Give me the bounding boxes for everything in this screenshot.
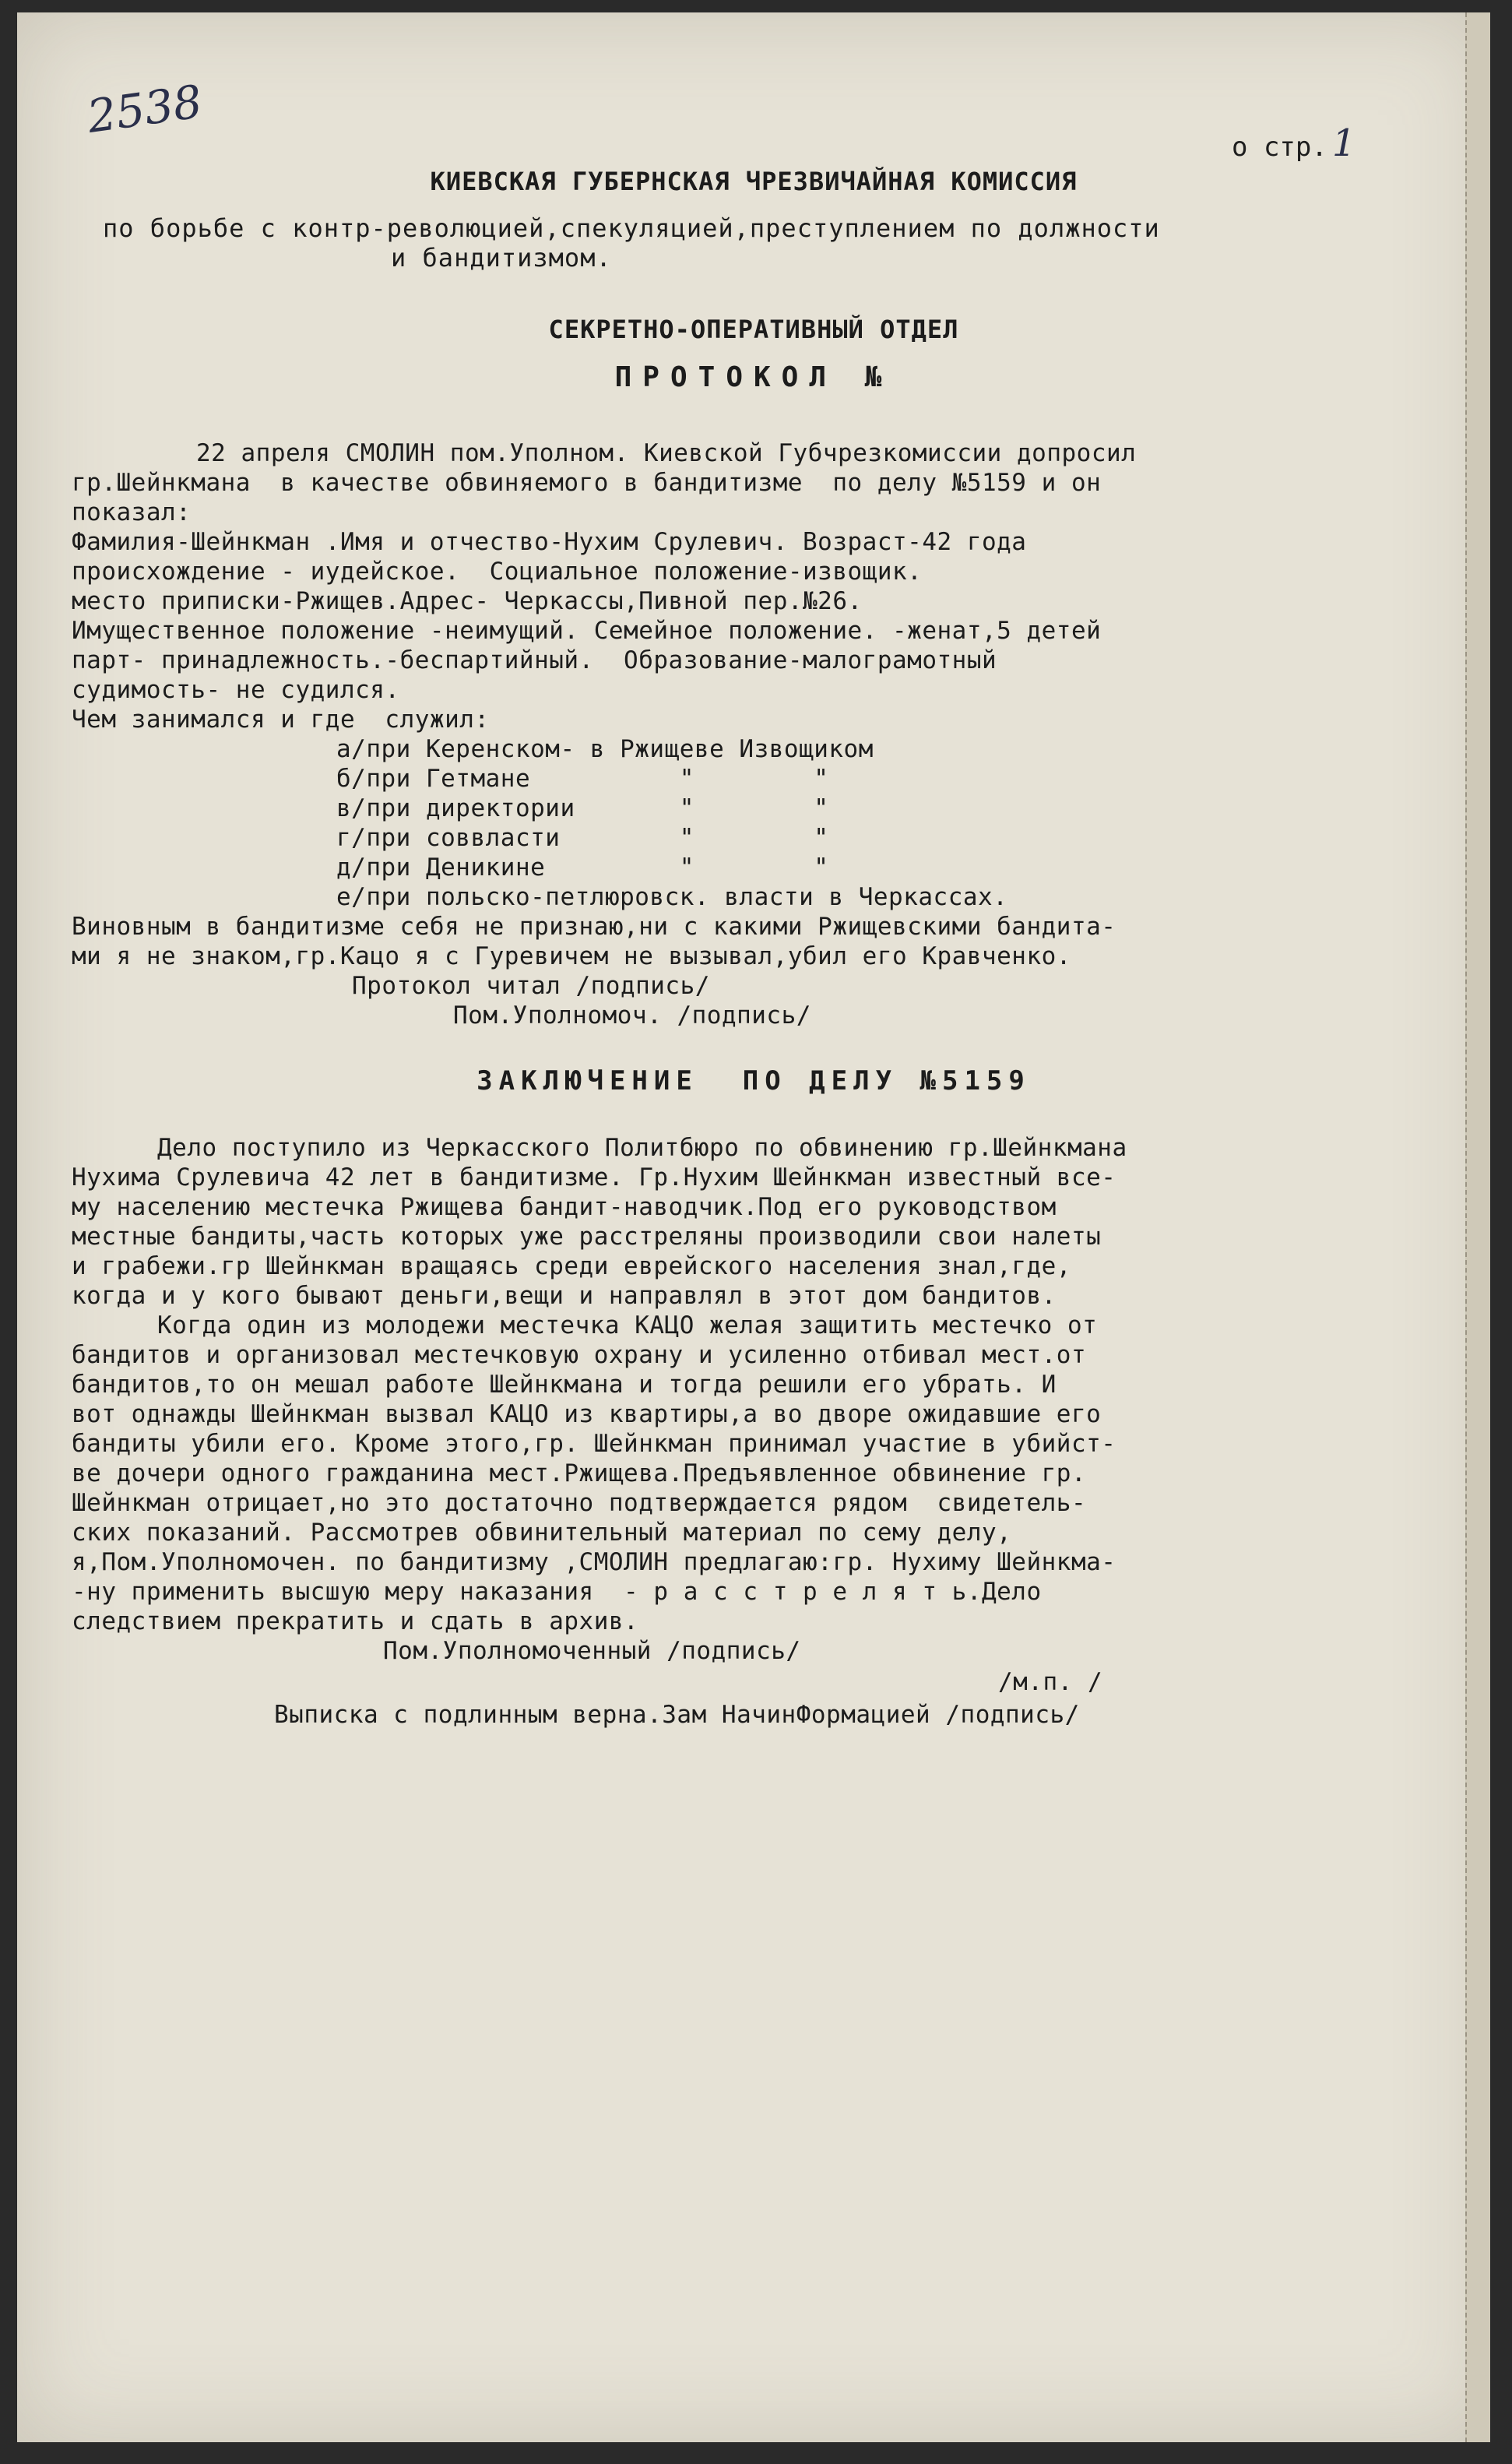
seal-mark: /м.п. / [998, 1668, 1103, 1696]
header-subtitle-1: по борьбе с контр-революцией,спекуляцией,преступлением по должности [103, 213, 1160, 243]
department-title: СЕКРЕТНО-ОПЕРАТИВНЫЙ ОТДЕЛ [548, 315, 959, 344]
document-sheet [17, 12, 1490, 2442]
conclusion-line: Дело поступило из Черкасского Политбюро по обвинению гр.Шейнкмана [157, 1134, 1127, 1162]
service-item: г/при соввласти " " [336, 824, 829, 852]
header-subtitle-2: и бандитизмом. [391, 243, 612, 273]
conclusion-line: Нухима Срулевича 42 лет в бандитизме. Гр.Нухим Шейнкман известный все- [72, 1163, 1116, 1192]
conclusion-line: когда и у кого бывают деньги,вещи и направлял в этот дом бандитов. [72, 1282, 1057, 1310]
binding-strip [1465, 12, 1490, 2442]
testimony-line: Виновным в бандитизме себя не признаю,ни с какими Ржищевскими бандита- [72, 913, 1116, 941]
conclusion-line: я,Пом.Уполномочен. по бандитизму ,СМОЛИН предлагаю:гр. Нухиму Шейнкма- [72, 1548, 1116, 1576]
protocol-line: судимость- не судился. [72, 676, 400, 704]
conclusion-line: бандитов,то он мешал работе Шейнкмана и тогда решили его убрать. И [72, 1371, 1057, 1399]
conclusion-line: му населению местечка Ржищева бандит-наводчик.Под его руководством [72, 1193, 1057, 1221]
testimony-line: ми я не знаком,гр.Кацо я с Гуревичем не вызывал,убил его Кравченко. [72, 942, 1071, 970]
protocol-signoff-read: Протокол читал /подпись/ [352, 972, 710, 1000]
handwritten-page-number: 1 [1331, 121, 1356, 165]
protocol-line: Чем занимался и где служил: [72, 706, 490, 734]
service-item: б/при Гетмане " " [336, 765, 829, 793]
conclusion-line: следствием прекратить и сдать в архив. [72, 1607, 639, 1635]
protocol-line: место приписки-Ржищев.Адрес- Черкассы,Пивной пер.№26. [72, 587, 863, 615]
service-item: а/при Керенском- в Ржищеве Извощиком [336, 735, 874, 763]
conclusion-line: бандиты убили его. Кроме этого,гр. Шейнкман принимал участие в убийст- [72, 1430, 1116, 1458]
protocol-line: 22 апреля СМОЛИН пом.Уполном. Киевской Губчрезкомиссии допросил [196, 439, 1137, 467]
protocol-line: гр.Шейнкмана в качестве обвиняемого в бандитизме по делу №5159 и он [72, 469, 1102, 497]
protocol-line: Фамилия-Шейнкман .Имя и отчество-Нухим Срулевич. Возраст-42 года [72, 528, 1027, 556]
conclusion-line: Когда один из молодежи местечка КАЦО желая защитить местечко от [157, 1311, 1098, 1339]
certification-line: Выписка с подлинным верна.Зам НачинФормацией /подпись/ [274, 1701, 1080, 1729]
conclusion-line: -ну применить высшую меру наказания - р а с с т р е л я т ь.Дело [72, 1578, 1042, 1606]
protocol-signoff-officer: Пом.Уполномоч. /подпись/ [453, 1001, 811, 1030]
protocol-title: ПРОТОКОЛ № [614, 361, 893, 393]
conclusion-line: бандитов и организовал местечковую охрану и усиленно отбивал мест.от [72, 1341, 1087, 1369]
conclusion-line: местные бандиты,часть которых уже расстреляны производили свои налеты [72, 1223, 1102, 1251]
page-number [1232, 121, 1356, 165]
protocol-line: происхождение - иудейское. Социальное положение-извощик. [72, 558, 923, 586]
page-label: о стр. [1232, 132, 1327, 163]
service-item: в/при директории " " [336, 794, 829, 822]
handwritten-archive-number: 2538 [83, 75, 206, 143]
header-title: КИЕВСКАЯ ГУБЕРНСКАЯ ЧРЕЗВИЧАЙНАЯ КОМИССИЯ [430, 167, 1078, 196]
protocol-line: парт- принадлежность.-беспартийный. Образование-малограмотный [72, 646, 997, 674]
conclusion-title: ЗАКЛЮЧЕНИЕ ПО ДЕЛУ №5159 [476, 1065, 1031, 1096]
service-item: е/при польско-петлюровск. власти в Черкассах. [336, 883, 1008, 911]
service-item: д/при Деникине " " [336, 854, 829, 882]
conclusion-line: ских показаний. Рассмотрев обвинительный материал по сему делу, [72, 1519, 1012, 1547]
conclusion-line: Шейнкман отрицает,но это достаточно подтверждается рядом свидетель- [72, 1489, 1087, 1517]
conclusion-signoff: Пом.Уполномоченный /подпись/ [383, 1637, 801, 1665]
conclusion-line: ве дочери одного гражданина мест.Ржищева.Предъявленное обвинение гр. [72, 1459, 1087, 1487]
protocol-line: показал: [72, 498, 192, 526]
conclusion-line: вот однажды Шейнкман вызвал КАЦО из квартиры,а во дворе ожидавшие его [72, 1400, 1102, 1428]
conclusion-line: и грабежи.гр Шейнкман вращаясь среди еврейского населения знал,где, [72, 1252, 1071, 1280]
protocol-line: Имущественное положение -неимущий. Семейное положение. -женат,5 детей [72, 617, 1102, 645]
